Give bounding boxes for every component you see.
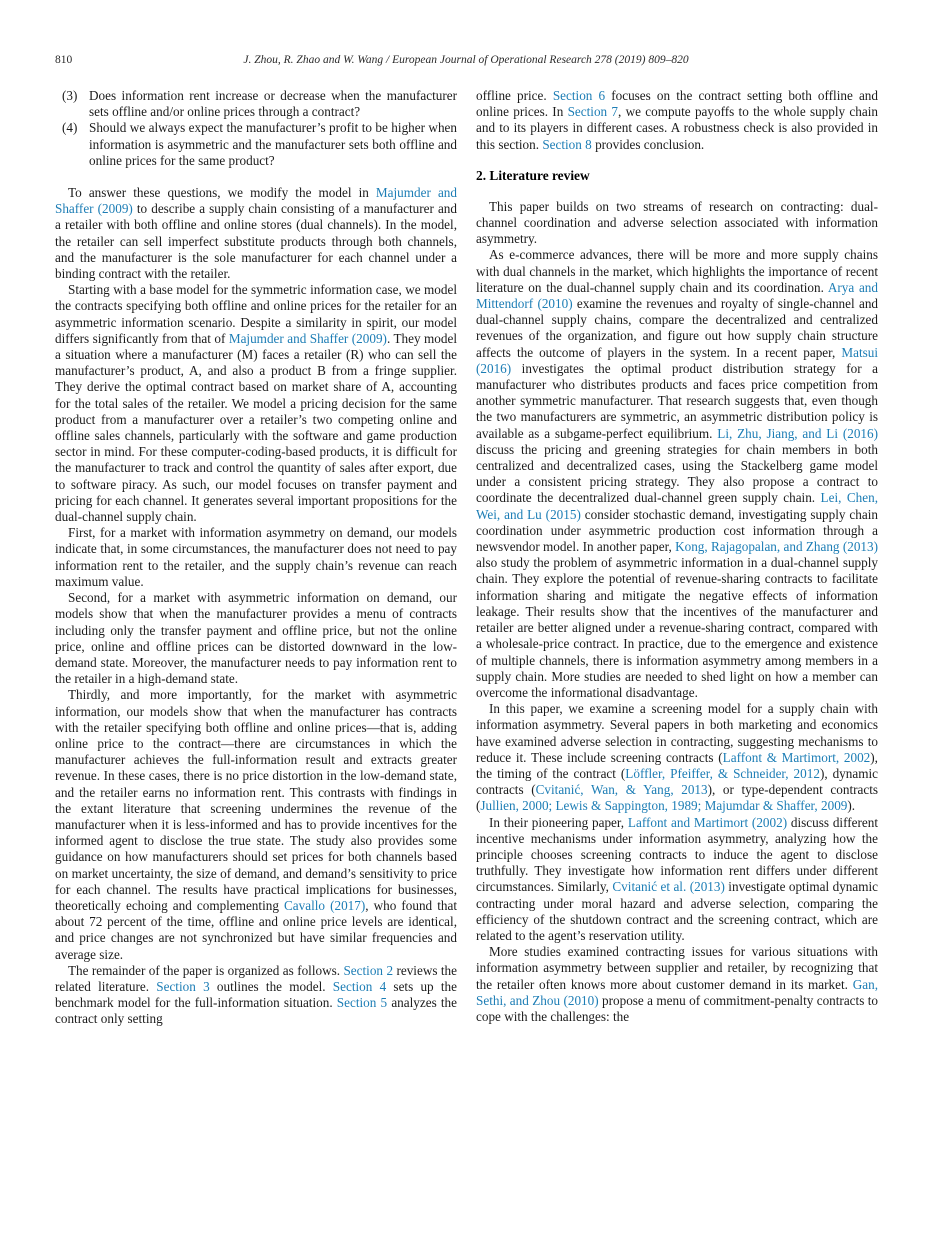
citation-link[interactable]: Kong, Rajagopalan, and Zhang (2013) (675, 539, 878, 555)
text-run: to describe a supply chain consisting of a manufacturer and a retailer with both offline and online stores (dual channels). In the model, the retailer can sell imperfect substitute products through both channels, and the manufacturer is the sole manufacturer for each channel under a binding contract with the retailer. (55, 201, 457, 282)
text-run: In this paper, we examine a screening model for a supply chain with information asymmetry. Several papers in both marketing and economics have examined adverse selection in contracting, suggesting mechanisms to reduce it. These include screening contracts ( (476, 701, 878, 765)
text-run: investigates the optimal product distribution strategy for a manufacturer who distributes products and faces price competition from another symmetric manufacturer. That research suggests that, even though the two manufacturers are symmetric, an asymmetric distribution policy is available as a subgame-perfect equilibrium. (476, 360, 878, 441)
citation-link[interactable]: Majumder and Shaffer (2009) (228, 330, 387, 346)
citation-link[interactable]: Section 2 (343, 962, 394, 978)
text-run: also study the problem of asymmetric information in a dual-channel supply chain. They explore the potential of revenue-sharing contracts to facilitate information sharing and mitigate the negative effects of information leakage. Their results show that the incentives of the manufacturer and retailer are better aligned under a revenue-sharing contract, compared with a wholesale-price contract. In practice, due to the emergence and existence of multiple channels, there is information asymmetry among members in a supply chain. More studies are needed to shed light on how a member can overcome the informational disadvantage. (476, 555, 878, 700)
paragraph (55, 963, 457, 1028)
text-run: focuses on the contract setting both offline and online prices. In (476, 88, 878, 120)
citation-link[interactable]: Lei, Chen, Wei, and Lu (2015) (476, 490, 878, 522)
text-run: reviews the related literature. (55, 962, 457, 994)
text-run: discuss the pricing and greening strategies for chain members in both centralized and decentralized cases, using the Stackelberg game model under a consistent pricing strategy. They also propose a contract to coordinate the decentralized dual-channel green supply chain. (476, 441, 878, 506)
text-run: First, for a market with information asymmetry on demand, our models indicate that, in some circumstances, the manufacturer does not need to pay information rent to the retailer, and the supply chain’s revenue can reach maximum value. (55, 525, 457, 589)
citation-link[interactable]: Section 4 (332, 978, 387, 994)
text-run: . They model a situation where a manufacturer (M) faces a retailer (R) who can sell the manufacturer’s product, A, and also a product B from a fringe supplier. They derive the optimal contract based on market share of A, accounting for the total sales of the retailer. We model a pricing decision for the same product from a manufacturer over a retailer’s two competing online and offline sales channels, particularly with the software and game production sector in mind. For these computer-coding-based products, it is difficult for the manufacturer to track and control the quantity of sales after export, due to software piracy. As such, our model focuses on transfer payment and pricing for each channel. It generates several important propositions for the dual-channel supply chain. (55, 330, 458, 525)
text-run: investigate optimal dynamic contracting under moral hazard and adverse selection, comparing the efficiency of the shutdown contract and the screening contract, which are related to the agent’s reservation utility. (476, 879, 879, 943)
paragraph (55, 590, 457, 687)
text-run: As e-commerce advances, there will be more and more supply chains with dual channels in the market, which highlights the importance of recent literature on the dual-channel supply chain and its coordination. (476, 247, 878, 295)
citation-link[interactable]: Cvitanić, Wan, & Yang, 2013 (535, 782, 708, 798)
page-number: 810 (55, 54, 73, 66)
running-head: J. Zhou, R. Zhao and W. Wang / European Journal of Operational Research 278 (2019) 809–820 (243, 54, 689, 66)
citation-link[interactable]: Matsui (2016) (476, 344, 878, 376)
list-item-text: Should we always expect the manufacturer’s profit to be higher when information is asymmetric and the manufacturer sets both offline and online prices for the same product? (89, 120, 457, 168)
paragraph (55, 687, 457, 962)
citation-link[interactable]: Section 6 (552, 88, 606, 103)
text-run: Thirdly, and more importantly, for the market with asymmetric information, our models show that when the manufacturer has contracts with the retailer specifying both offline and online prices—that is, adding online price to the contract—there are circumstances in which the manufacturer achieves the full-information result and extracts greater revenue. In these cases, there is no price distortion in the low-demand state, and the retailer earns no information rent. This contrasts with findings in the extant literature that screening undermines the revenue of the manufacturer when it is less-informed and has to provide incentives for the informed agent to disclose the true state. The study also provides some guidance on how manufacturers should set prices for both channels based on market uncertainty, the size of demand, and demand’s sensitivity to price for each channel. The results have practical implications for businesses, theoretically echoing and complementing (55, 687, 457, 913)
text-run: discuss different incentive mechanisms under information asymmetry, analyzing how the principle chooses screening contracts to induce the agent to disclose truthfully. They investigate how information rent differs under different circumstances. Similarly, (476, 814, 878, 895)
paragraph (55, 282, 457, 525)
citation-link[interactable]: Section 3 (156, 978, 210, 994)
list-item-text: Does information rent increase or decrease when the manufacturer sets offline and/or online prices through a contract? (89, 88, 457, 120)
citation-link[interactable]: Section 8 (542, 136, 592, 152)
citation-link[interactable]: Gan, Sethi, and Zhou (2010) (476, 976, 878, 1008)
two-column-body (55, 88, 879, 1028)
list-item (55, 88, 457, 120)
citation-link[interactable]: Cavallo (2017) (284, 897, 366, 913)
citation-link[interactable]: Section 7 (567, 104, 619, 120)
citation-link[interactable]: Laffont & Martimort, 2002 (722, 749, 871, 765)
text-run: , we compute payoffs to the whole supply chain and to its players in different cases. A robustness check is also provided in this section. (476, 104, 878, 152)
paragraph (476, 199, 878, 248)
text-run: More studies examined contracting issues for various situations with information asymmetry between supplier and retailer, by recognizing that the retailer often knows more about customer demand in its market. (476, 944, 878, 992)
text-run: This paper builds on two streams of research on contracting: dual-channel coordination and adverse selection associated with information asymmetry. (476, 198, 878, 247)
paragraph (55, 185, 457, 282)
paragraph (476, 247, 878, 701)
text-run: , who found that about 72 percent of the time, offline and online price levels are identical, and price changes are not synchronized but have similar frequencies and average size. (55, 897, 457, 962)
text-run: sets up the benchmark model for the full-information situation. (55, 978, 458, 1011)
text-run: The remainder of the paper is organized as follows. (68, 962, 344, 978)
citation-link[interactable]: Laffont and Martimort (2002) (627, 814, 788, 830)
paragraph (476, 944, 878, 1025)
list-item (55, 120, 457, 169)
list-item-marker: (4) (62, 120, 78, 136)
citation-link[interactable]: Arya and Mittendorf (2010) (476, 279, 878, 312)
paragraph (55, 525, 457, 590)
text-run: offline price. (476, 88, 553, 103)
text-run: ), or type-dependent contracts ( (476, 782, 878, 814)
text-run: consider stochastic demand, investigating supply chain coordination under asymmetric production cost information through a newsvendor model. In another paper, (476, 506, 878, 555)
text-run: To answer these questions, we modify the model in (68, 185, 376, 201)
left-column (55, 88, 457, 1028)
right-column (476, 88, 878, 1028)
text-run: examine the revenues and royalty of single-channel and dual-channel supply chains, compare the decentralized and centralized revenues of the organization, and figure out how supply chain structure affects the outcome of players in the system. In a recent paper, (476, 296, 879, 360)
paragraph (476, 701, 878, 814)
page-header (55, 54, 877, 66)
citation-link[interactable]: Majumder and Shaffer (2009) (55, 185, 457, 217)
citation-link[interactable]: Cvitanić et al. (2013) (612, 879, 725, 895)
text-run: ), the timing of the contract ( (476, 749, 878, 781)
list-item-marker: (3) (62, 88, 78, 103)
section-heading: 2. Literature review (476, 167, 590, 183)
research-question-list (55, 88, 457, 169)
text-run: provides conclusion. (591, 136, 705, 152)
paragraph (476, 815, 878, 945)
citation-link[interactable]: Li, Zhu, Jiang, and Li (2016) (717, 425, 878, 441)
text-run: ), dynamic contracts ( (476, 765, 878, 798)
text-run: Starting with a base model for the symmetric information case, we model the contracts specifying both offline and online prices for the retailer for an asymmetric information scenario. Despite a similarity in spirit, our model differs significantly from that of (55, 282, 457, 346)
paragraph (476, 88, 878, 153)
citation-link[interactable]: Löffler, Pfeiffer, & Schneider, 2012 (625, 765, 820, 781)
citation-link[interactable]: Section 5 (336, 995, 388, 1011)
text-run: In their pioneering paper, (489, 814, 628, 830)
text-run: ). (847, 798, 856, 814)
text-run: analyzes the contract only setting (55, 995, 458, 1027)
text-run: Second, for a market with asymmetric information on demand, our models show that when the manufacturer provides a menu of contracts including only the transfer payment and offline price, but not the online price, online and offline prices can be distorted downward in the low-demand state. Moreover, the manufacturer needs to pay information rent to the retailer in a high-demand state. (55, 590, 457, 687)
text-run: outlines the model. (209, 978, 333, 994)
text-run: propose a menu of commitment-penalty contracts to cope with the challenges: the (476, 992, 878, 1024)
citation-link[interactable]: Jullien, 2000; Lewis & Sappington, 1989; Majumdar & Shaffer, 2009 (480, 798, 848, 814)
